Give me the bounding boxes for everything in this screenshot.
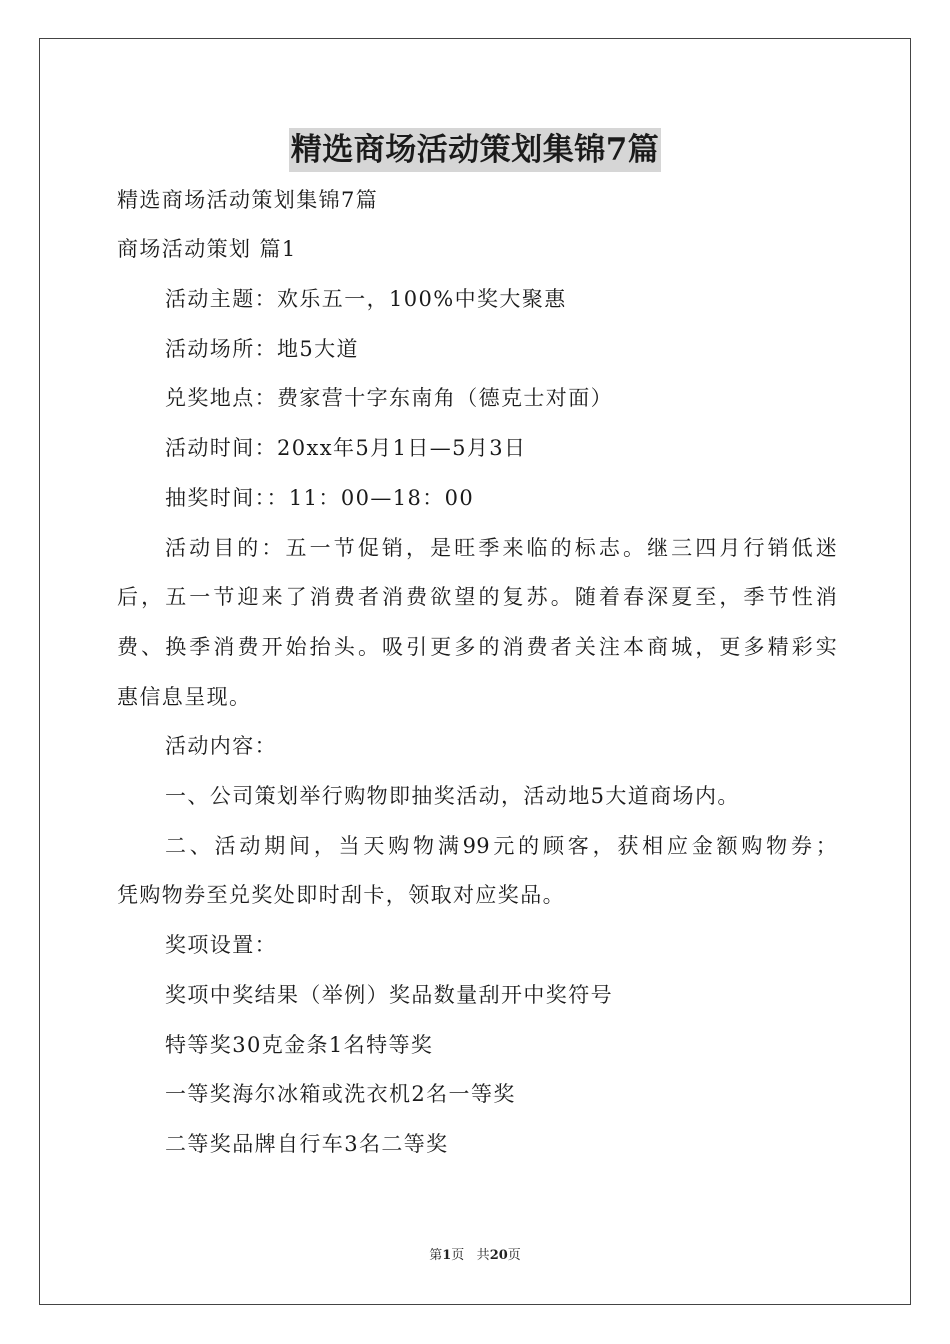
document-title-text: 精选商场活动策划集锦7篇 [289,128,662,172]
prize-row-second: 二等奖品牌自行车3名二等奖 [165,1132,449,1156]
prize-row-special: 特等奖30克金条1名特等奖 [165,1033,434,1057]
document-subtitle: 精选商场活动策划集锦7篇 [117,188,379,212]
page-border [39,38,911,1305]
section-heading: 商场活动策划 篇1 [117,237,297,261]
paragraph-purpose-line-2: 后，五一节迎来了消费者消费欲望的复苏。随着春深夏至，季节性消 [117,585,837,609]
footer-page-suffix: 页 [451,1248,465,1263]
footer-total-suffix: 页 [507,1248,521,1263]
paragraph-purpose-line-4: 惠信息呈现。 [117,685,252,709]
paragraph-activity-time: 活动时间：20xx年5月1日—5月3日 [165,436,527,460]
document-title [0,128,950,172]
footer-total-number: 20 [489,1248,508,1263]
prize-table-header: 奖项中奖结果（举例）奖品数量刮开中奖符号 [165,983,613,1007]
paragraph-content-item-1: 一、公司策划举行购物即抽奖活动，活动地5大道商场内。 [165,784,740,808]
paragraph-venue: 活动场所：地5大道 [165,337,359,361]
paragraph-theme: 活动主题：欢乐五一，100%中奖大聚惠 [165,287,567,311]
paragraph-purpose-line-3: 费、换季消费开始抬头。吸引更多的消费者关注本商城，更多精彩实 [117,635,837,659]
footer-page-number: 1 [442,1248,452,1263]
paragraph-prize-label: 奖项设置： [165,933,277,957]
paragraph-purpose-line-1: 活动目的：五一节促销，是旺季来临的标志。继三四月行销低迷 [165,536,837,560]
prize-row-first: 一等奖海尔冰箱或洗衣机2名一等奖 [165,1082,516,1106]
paragraph-content-item-2-line-1: 二、活动期间，当天购物满99元的顾客，获相应金额购物券； [165,834,837,858]
footer-total-prefix: 共 [476,1248,490,1263]
paragraph-draw-time: 抽奖时间：：11：00—18：00 [165,486,475,510]
paragraph-redeem-location: 兑奖地点：费家营十字东南角（德克士对面） [165,386,613,410]
footer-page-prefix: 第 [429,1248,443,1263]
page-footer [0,1247,950,1265]
paragraph-content-label: 活动内容： [165,734,277,758]
paragraph-content-item-2-line-2: 凭购物券至兑奖处即时刮卡，领取对应奖品。 [117,883,565,907]
